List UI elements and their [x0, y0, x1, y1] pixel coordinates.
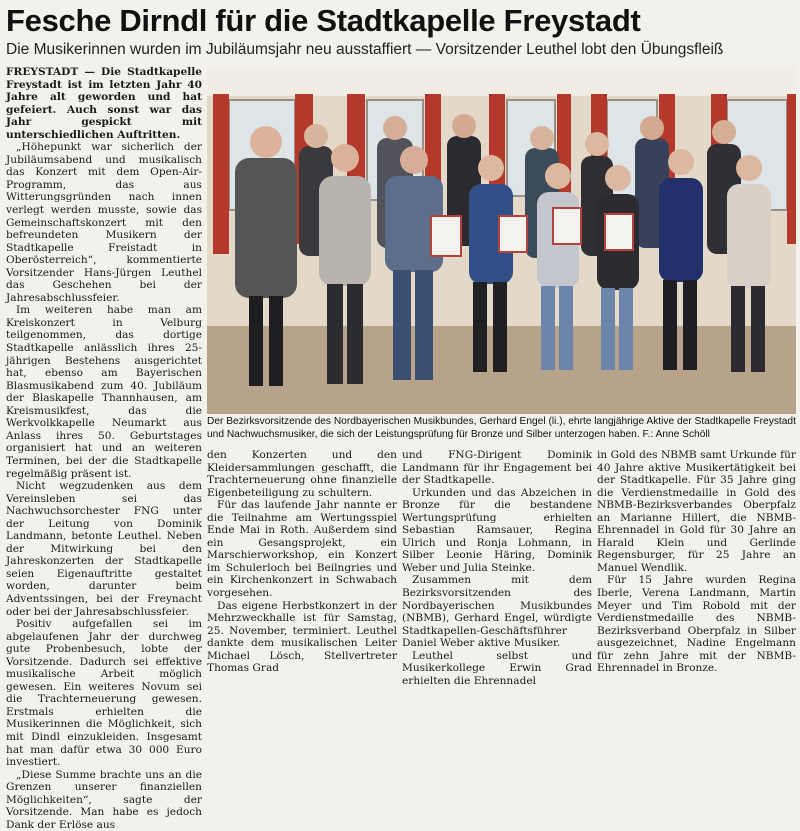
paragraph: Im weiteren habe man am Kreiskonzert in Velburg teilgenommen, das dortige Stadtkapelle anlässlich ihres 25-jährigen Bestehens ausgerichtet hat, ebenso am Bayerischen Blasmusikabend zum 40. Jubiläum der Blaskapelle Thannhausen, am Kreismusikfest, das die Werkvolkkapelle Neumarkt aus Anlass ihres 50. Geburtstages organisiert hat und an weiteren Terminen, bei der die Stadtkapelle regelmäßig präsent ist.	[6, 304, 202, 480]
paragraph: und FNG-Dirigent Dominik Landmann für ihr Engagement bei der Stadtkapelle.	[402, 449, 592, 487]
subheadline: Die Musikerinnen wurden im Jubiläumsjahr neu ausstaffiert — Vorsitzender Leuthel lobt den Übungsfleiß	[6, 41, 724, 58]
article-column-4	[597, 449, 796, 675]
caption-text: Der Bezirksvorsitzende des Nordbayerischen Musikbundes, Gerhard Engel (li.), ehrte langjährige Aktive der Stadtkapelle Freystadt und Nachwuchsmusiker, die sich der Leistungsprüfung für Bronze und Silber unterzogen haben.	[207, 416, 796, 440]
paragraph: Das eigene Herbstkonzert in der Mehrzweckhalle ist für Samstag, 25. November, terminiert. Leuthel dankte dem musikalischen Leiter Michael Lösch, Stellvertreter Thomas Grad	[207, 599, 397, 675]
paragraph: Zusammen mit dem Bezirksvorsitzenden des Nordbayerischen Musikbundes (NBMB), Gerhard Engel, würdigte Stadtkapellen-Geschäftsführer Daniel Weber aktive Musiker.	[402, 574, 592, 650]
paragraph: „Höhepunkt war sicherlich der Jubiläumsabend und musikalisch das Konzert mit dem Open-Air-Programm, das aus Witterungsgründen nach innen verlegt werden musste, sowie das Gemeinschaftskonzert mit den befreundeten Musikern der Stadtkapelle Freistadt in Oberösterreich“, kommentierte Vorsitzender Hans-Jürgen Leuthel das Geschehen bei der Jahresabschlussfeier.	[6, 141, 202, 304]
photo-caption	[207, 416, 796, 441]
paragraph: Nicht wegzudenken aus dem Vereinsleben sei das Nachwuchsorchester FNG unter der Leitung von Dominik Landmann, betonte Leuthel. Neben der Mitwirkung bei den Jahreskonzerten der Stadtkapelle seien Eigenauftritte gestaltet worden, darunter beim Adventssingen, bei der Freynacht oder bei der Jahresabschlussfeier.	[6, 480, 202, 618]
paragraph: in Gold des NBMB samt Urkunde für 40 Jahre aktive Musikertätigkeit bei der Stadtkapelle. Für 35 Jahre ging die Verdienstmedaille in Gold des NBMB-Bezirksverbandes Oberpfalz an Marianne Hillert, die NBMB-Ehrennadel in Gold für 30 Jahre an Harald Klein und Gerlinde Regensburger, für 25 Jahre an Manuel Wendlik.	[597, 449, 796, 574]
paragraph: Positiv aufgefallen sei im abgelaufenen Jahr der durchweg gute Probenbesuch, lobte der Vorsitzende. Dadurch sei effektive musikalische Arbeit möglich gewesen. Ein weiteres Novum sei die Trachterneuerung gewesen. Erstmals erhielten die Musikerinnen die Möglichkeit, sich mit Dindl einzukleiden. Insgesamt hat man dafür etwa 30 000 Euro investiert.	[6, 618, 202, 769]
headline: Fesche Dirndl für die Stadtkapelle Freystadt	[6, 3, 641, 38]
paragraph: „Diese Summe brachte uns an die Grenzen unserer finanziellen Möglichkeiten“, sagte der Vorsitzende. Man habe es jedoch Dank der Erlöse aus	[6, 768, 202, 831]
paragraph: Für 15 Jahre wurden Regina Iberle, Verena Landmann, Martin Meyer und Tim Robold mit der Verdienstmedaille des NBMB-Bezirksverband Oberpfalz in Silber ausgezeichnet, Nadine Engelmann für zehn Jahre mit der NBMB-Ehrennadel in Bronze.	[597, 574, 796, 675]
group-photo	[207, 66, 796, 414]
paragraph: Urkunden und das Abzeichen in Bronze für die bestandene Wertungsprüfung erhielten Sebastian Ramsauer, Regina Ulrich und Ronja Lohmann, in Silber Leonie Häring, Dominik Weber und Julia Steinke.	[402, 486, 592, 574]
photo-credit: F.: Anne Schöll	[642, 428, 710, 440]
article-column-3	[402, 449, 592, 687]
article-column-1	[6, 66, 202, 831]
article-column-2	[207, 449, 397, 675]
paragraph: den Konzerten und den Kleidersammlungen geschafft, die Trachterneuerung ohne finanzielle Eigenbeteiligung zu schultern.	[207, 449, 397, 499]
article-lead: FREYSTADT — Die Stadtkapelle Freystadt ist im letzten Jahr 40 Jahre alt geworden und hat gefeiert. Auch sonst war das Jahr gespickt mit unterschiedlichen Auftritten.	[6, 66, 202, 141]
paragraph: Leuthel selbst und Musikerkollege Erwin Grad erhielten die Ehrennadel	[402, 649, 592, 687]
paragraph: Für das laufende Jahr nannte er die Teilnahme am Wertungsspiel Ende Mai in Roth. Außerdem sind ein Gesangsprojekt, ein Marschierworkshop, ein Konzert im Schulerloch bei Beilngries und ein Kirchenkonzert in Schwabach vorgesehen.	[207, 499, 397, 600]
